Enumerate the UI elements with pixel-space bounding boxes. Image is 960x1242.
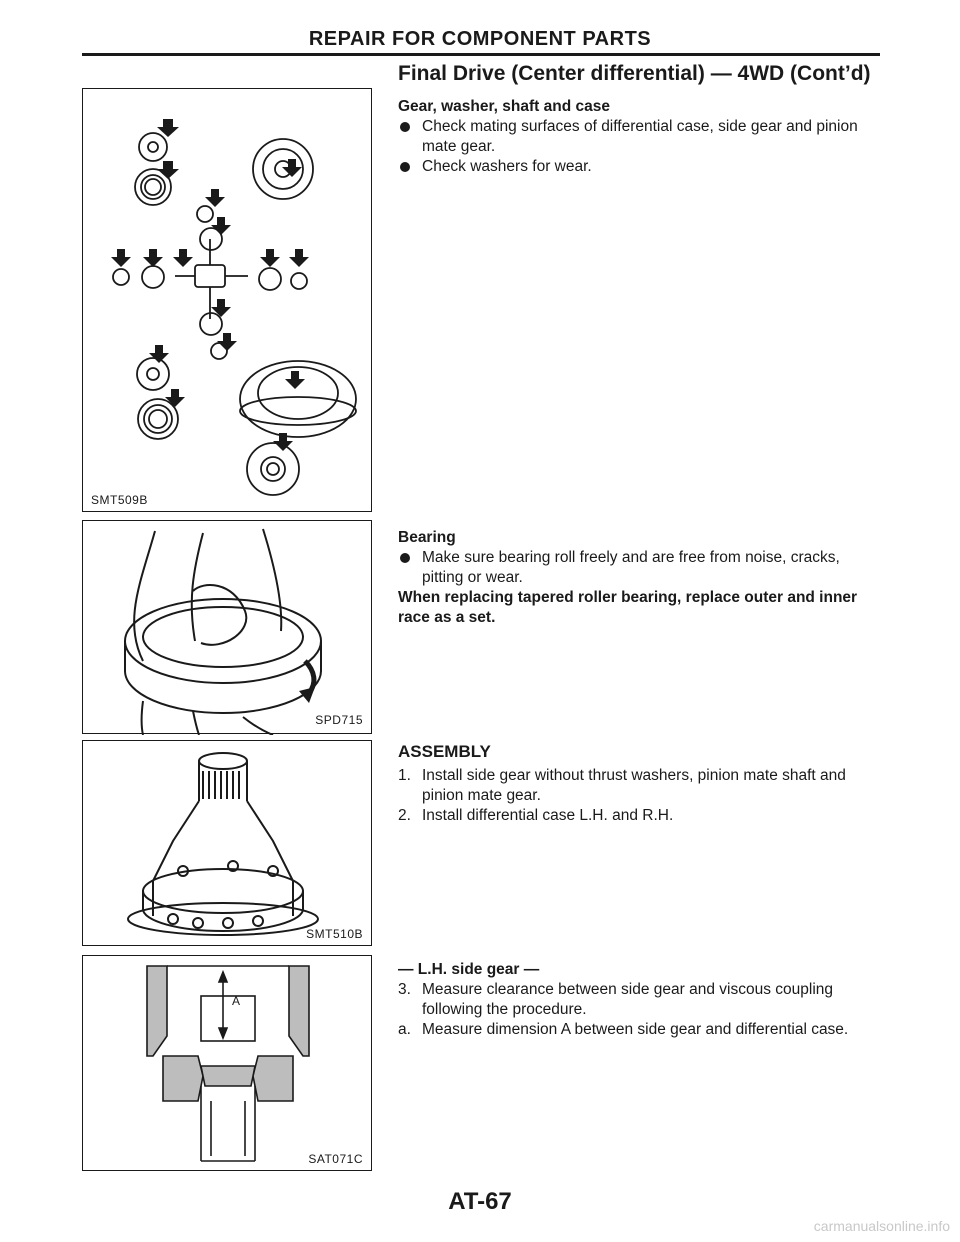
step-item: 2. Install differential case L.H. and R.H. [398,807,674,824]
section-lh-side-gear [398,960,884,1040]
figure-bearing-check [82,520,372,734]
header-rule [82,53,880,56]
step-item: 3. Measure clearance between side gear and viscous coupling following the procedure. [398,981,833,1018]
bullet-item: Check washers for wear. [398,157,884,177]
figure-differential-case [82,740,372,946]
section-subtitle: Final Drive (Center differential) — 4WD (Cont’d) [398,62,871,85]
section-assembly [398,742,884,826]
figure-exploded-view [82,88,372,512]
figure-code: SMT509B [91,493,148,507]
bullet-dot [400,122,410,132]
bullet-item: Check mating surfaces of differential case, side gear and pinion mate gear. [398,117,884,157]
cross-section-illustration [83,956,373,1172]
step-item: 1. Install side gear without thrust washers, pinion mate shaft and pinion mate gear. [398,767,846,804]
differential-case-illustration [83,741,373,947]
section-gear-washer [398,97,884,177]
bearing-check-illustration [83,521,373,735]
bullet-item: Make sure bearing roll freely and are free from noise, cracks, pitting or wear. [398,548,884,588]
figure-code: SAT071C [308,1152,363,1166]
section-heading: Gear, washer, shaft and case [398,98,610,115]
dimension-a-label: A [232,994,241,1008]
figure-code: SMT510B [306,927,363,941]
figure-cross-section [82,955,372,1171]
section-heading: ASSEMBLY [398,742,491,761]
watermark: carmanualsonline.info [813,1218,950,1234]
page-number: AT-67 [448,1188,512,1215]
bullet-dot [400,162,410,172]
page-header: REPAIR FOR COMPONENT PARTS [308,28,652,50]
figure-code: SPD715 [315,713,363,727]
bearing-note: When replacing tapered roller bearing, replace outer and inner race as a set. [398,589,858,626]
section-heading: Bearing [398,529,456,546]
exploded-view-illustration [83,89,373,513]
bullet-dot [400,553,410,563]
step-item: a. Measure dimension A between side gear and differential case. [398,1021,849,1038]
section-bearing [398,528,884,628]
section-heading: — L.H. side gear — [398,961,540,978]
